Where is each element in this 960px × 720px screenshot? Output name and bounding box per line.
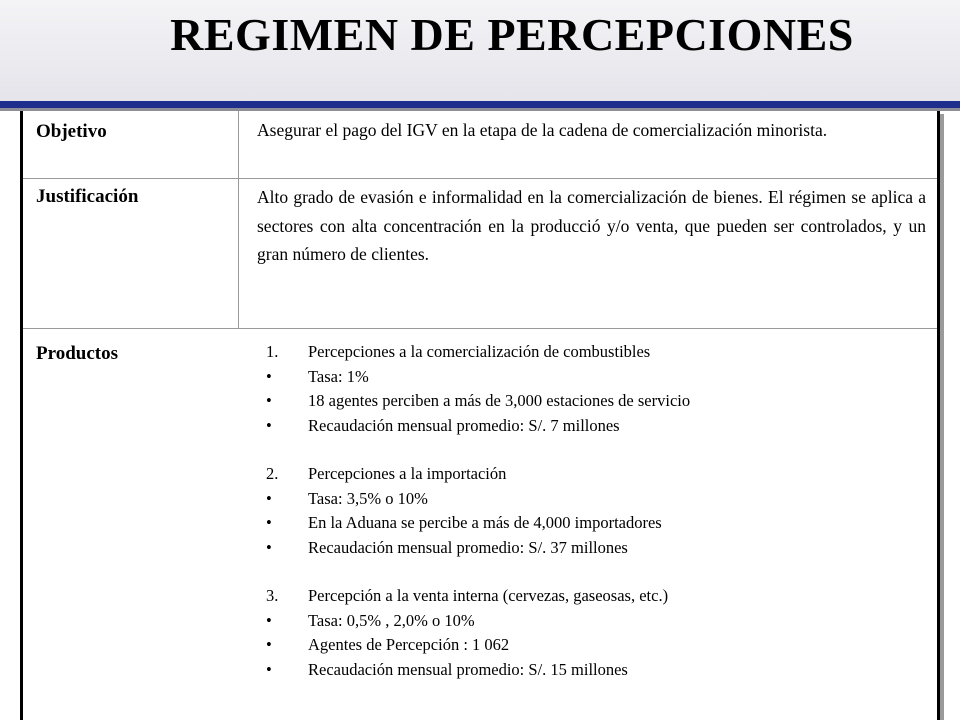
table-column-divider xyxy=(238,111,239,329)
bullet-icon: • xyxy=(266,366,272,386)
products-list xyxy=(266,340,926,682)
product-bullet: Recaudación mensual promedio: S/. 37 millones xyxy=(308,537,628,557)
list-item xyxy=(266,487,926,512)
list-item xyxy=(266,633,926,658)
bullet-icon: • xyxy=(266,415,272,435)
list-item xyxy=(266,536,926,561)
bullet-icon: • xyxy=(266,391,272,410)
row-text-justificacion: Alto grado de evasión e informalidad en la comercialización de bienes. El régimen se aplica a sectores con alta concentración en la producció y/o venta, que pueden ser controlados, y un gran número de clientes. xyxy=(257,187,926,264)
title-rule xyxy=(0,101,960,108)
list-number: 1. xyxy=(266,342,279,361)
product-heading: Percepciones a la comercialización de combustibles xyxy=(308,342,651,361)
list-item xyxy=(266,462,926,487)
row-label-justificacion: Justificación xyxy=(36,186,139,207)
bullet-icon: • xyxy=(266,537,272,557)
bullet-icon: • xyxy=(266,513,272,532)
product-bullet: Tasa: 3,5% o 10% xyxy=(308,488,428,508)
table-shadow xyxy=(940,114,944,720)
product-bullet: Tasa: 1% xyxy=(308,366,369,386)
row-label-productos: Productos xyxy=(36,343,118,364)
slide-title: REGIMEN DE PERCEPCIONES xyxy=(170,9,854,60)
bullet-icon: • xyxy=(266,488,272,508)
list-item xyxy=(266,340,926,365)
product-heading: Percepciones a la importación xyxy=(308,464,507,483)
list-item xyxy=(266,365,926,390)
list-item xyxy=(266,511,926,536)
bullet-icon: • xyxy=(266,610,272,630)
bullet-icon: • xyxy=(266,659,272,679)
product-heading: Percepción a la venta interna (cervezas, gaseosas, etc.) xyxy=(308,586,669,605)
bullet-icon: • xyxy=(266,635,272,654)
list-item xyxy=(266,584,926,609)
product-bullet: Tasa: 0,5% , 2,0% o 10% xyxy=(308,610,475,630)
product-bullet: Agentes de Percepción : 1 062 xyxy=(308,635,510,654)
product-bullet: Recaudación mensual promedio: S/. 7 millones xyxy=(308,415,620,435)
list-item xyxy=(266,609,926,634)
table-row-divider xyxy=(23,328,937,329)
list-item xyxy=(266,389,926,414)
row-label-objetivo: Objetivo xyxy=(36,121,107,142)
product-bullet: 18 agentes perciben a más de 3,000 estaciones de servicio xyxy=(308,391,691,410)
product-bullet: En la Aduana se percibe a más de 4,000 importadores xyxy=(308,513,662,532)
table-row-divider xyxy=(23,178,937,179)
list-number: 2. xyxy=(266,464,279,483)
list-item xyxy=(266,658,926,683)
row-text-objetivo: Asegurar el pago del IGV en la etapa de la cadena de comercialización minorista. xyxy=(257,120,828,140)
list-number: 3. xyxy=(266,586,279,605)
product-bullet: Recaudación mensual promedio: S/. 15 millones xyxy=(308,659,628,679)
list-item xyxy=(266,414,926,439)
